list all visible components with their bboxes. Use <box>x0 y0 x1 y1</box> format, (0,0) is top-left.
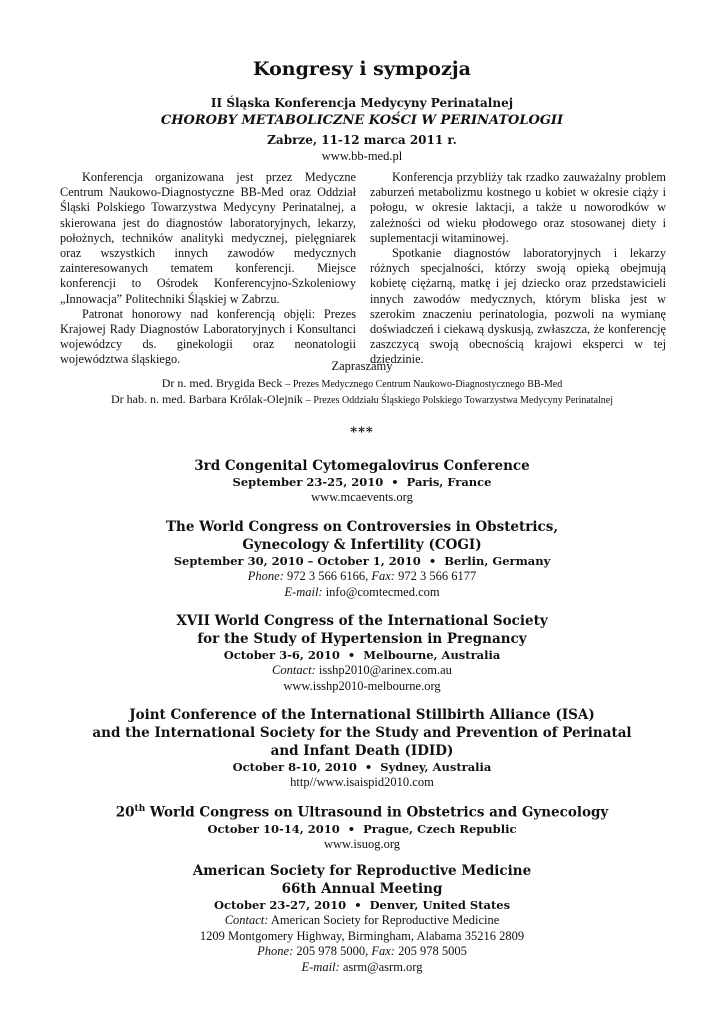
event-url[interactable]: www.isuog.org <box>323 836 401 851</box>
bullet: • <box>354 898 362 912</box>
contact-label: Contact: <box>224 913 269 927</box>
phone: 972 3 566 6166, <box>287 569 369 583</box>
event-date: October 10-14, 2010 <box>207 821 340 836</box>
conference-url[interactable]: www.bb-med.pl <box>321 149 403 163</box>
title-rest: World Congress on Ultrasound in Obstetrics and Gynecology <box>145 804 609 821</box>
event-location: Prague, Czech Republic <box>363 821 517 836</box>
event-date-location <box>0 760 724 775</box>
signatory-name: Dr n. med. Brygida Beck <box>161 376 283 390</box>
phone: 205 978 5000, <box>296 944 369 958</box>
event-contact <box>0 913 724 929</box>
bullet: • <box>347 821 356 836</box>
right-column <box>370 170 666 368</box>
event-date-location <box>0 648 724 663</box>
event-date: October 8-10, 2010 <box>232 760 357 774</box>
email-label: E-mail: <box>301 959 340 974</box>
contact: American Society for Reproductive Medicine <box>270 913 500 927</box>
phone-label: Phone: <box>257 944 294 958</box>
event-title <box>0 800 724 822</box>
bullet: • <box>391 475 399 489</box>
conference-date-place: Zabrze, 11-12 marca 2011 r. <box>267 133 457 147</box>
email[interactable]: asrm@asrm.org <box>342 959 423 974</box>
left-column <box>60 170 356 368</box>
event-phone-fax <box>0 569 724 585</box>
event-location: Denver, United States <box>369 898 511 912</box>
event-title: The World Congress on Controversies in Obstetrics, <box>165 519 559 535</box>
conference-name: II Śląska Konferencja Medycyny Perinatalnej <box>210 96 514 110</box>
event-title: American Society for Reproductive Medicine <box>192 863 532 879</box>
event-address: 1209 Montgomery Highway, Birmingham, Alabama 35216 2809 <box>199 928 525 943</box>
signatory <box>0 392 724 407</box>
event-location: Berlin, Germany <box>444 554 551 568</box>
event-entry <box>0 862 724 975</box>
phone-label: Phone: <box>247 569 284 583</box>
event-location: Melbourne, Australia <box>363 648 501 662</box>
conference-theme: CHOROBY METABOLICZNE KOŚCI W PERINATOLOGII <box>160 113 564 128</box>
event-title: 3rd Congenital Cytomegalovirus Conference <box>194 458 530 474</box>
event-entry <box>0 457 724 506</box>
event-date-location <box>0 475 724 490</box>
event-url[interactable]: www.mcaevents.org <box>311 490 413 504</box>
event-date: September 30, 2010 – October 1, 2010 <box>173 554 421 568</box>
event-title: for the Study of Hypertension in Pregnancy <box>197 631 527 647</box>
event-location: Sydney, Australia <box>380 760 492 774</box>
signatory-role: – Prezes Oddziału Śląskiego Polskiego Towarzystwa Medycyny Perinatalnej <box>305 395 614 406</box>
event-title: and Infant Death (IDID) <box>270 743 454 759</box>
event-phone-fax <box>0 944 724 960</box>
fax: 205 978 5005 <box>398 944 467 958</box>
contact-label: Contact: <box>272 663 316 677</box>
event-entry <box>0 706 724 791</box>
signatory-role: – Prezes Medycznego Centrum Naukowo-Diagnostycznego BB-Med <box>285 379 563 390</box>
contact[interactable]: isshp2010@arinex.com.au <box>318 663 452 677</box>
paragraph: Spotkanie diagnostów laboratoryjnych i lekarzy różnych specjalności, którzy swoją opieką obejmują kobietę ciężarną, matkę i jej dziecko oraz przedstawicieli innych zawodów medycznych, którym bliska jest w szerokim znaczeniu perinatologia, pozwoli na wymianę doświadczeń i ciekawą dyskusją, zwłaszcza, że konferencję zaszczycą swoją obecnością krajowi eksperci w tej dziedzinie. <box>370 246 666 367</box>
fax-label: Fax: <box>371 944 395 958</box>
event-title: XVII World Congress of the International Society <box>176 613 548 629</box>
event-date: October 3-6, 2010 <box>223 648 340 662</box>
invite-text: Zapraszamy <box>331 359 393 373</box>
email[interactable]: info@comtecmed.com <box>325 584 440 599</box>
paragraph: Patronat honorowy nad konferencją objęli: Prezes Krajowej Rady Diagnostów Laboratoryjnych i Konsultanci wojewódzcy ds. ginekologii oraz neonatologii województwa śląskiego. <box>60 306 356 367</box>
event-title: Gynecology & Infertility (COGI) <box>242 537 482 553</box>
event-title: Joint Conference of the International Stillbirth Alliance (ISA) <box>129 707 595 723</box>
page-title: Kongresy i sympozja <box>253 58 471 80</box>
signatory-name: Dr hab. n. med. Barbara Królak-Olejnik <box>110 392 303 406</box>
event-email <box>0 960 724 976</box>
bullet: • <box>347 648 356 662</box>
event-date-location <box>0 898 724 913</box>
fax: 972 3 566 6177 <box>398 569 477 583</box>
event-date-location <box>0 822 724 837</box>
event-contact <box>0 663 724 679</box>
event-title: 66th Annual Meeting <box>281 881 443 897</box>
title-superscript: th <box>134 804 146 814</box>
separator: *** <box>350 425 374 440</box>
email-label: E-mail: <box>284 584 323 599</box>
bullet: • <box>364 760 373 774</box>
event-entry <box>0 518 724 600</box>
title-prefix: 20 <box>115 804 135 821</box>
fax-label: Fax: <box>371 569 395 583</box>
event-url[interactable]: www.isshp2010-melbourne.org <box>283 678 441 693</box>
event-entry <box>0 800 724 852</box>
event-location: Paris, France <box>406 475 492 489</box>
signatory <box>0 376 724 391</box>
event-date: October 23-27, 2010 <box>213 898 347 912</box>
event-date-location <box>0 554 724 569</box>
event-email <box>0 585 724 601</box>
paragraph: Konferencja przybliży tak rzadko zauważalny problem zaburzeń metabolizmu kostnego u kobiet w okresie ciąży i połogu, w okresie laktacji, a także u noworodków w zależności od wieku płodowego oraz stosowanej diety i suplementacji witaminowej. <box>370 170 666 245</box>
bullet: • <box>428 554 437 568</box>
event-title: and the International Society for the Study and Prevention of Perinatal <box>92 725 632 741</box>
paragraph: Konferencja organizowana jest przez Medyczne Centrum Naukowo-Diagnostyczne BB-Med oraz Oddział Śląski Polskiego Towarzystwa Medycyny Perinatalnej, a skierowana jest do diagnostów laboratoryjnych, lekarzy, położnych, techników analityki medycznej, pielęgniarek oraz wszystkich innych zawodów medycznych zainteresowanych tematem konferencji. Miejsce konferencji to Ośrodek Konferencyjno-Szkoleniowy „Innowacja” Politechniki Śląskiej w Zabrzu. <box>60 170 356 306</box>
event-url[interactable]: http//www.isaispid2010.com <box>290 775 434 789</box>
event-entry <box>0 612 724 694</box>
event-date: September 23-25, 2010 <box>232 475 384 489</box>
